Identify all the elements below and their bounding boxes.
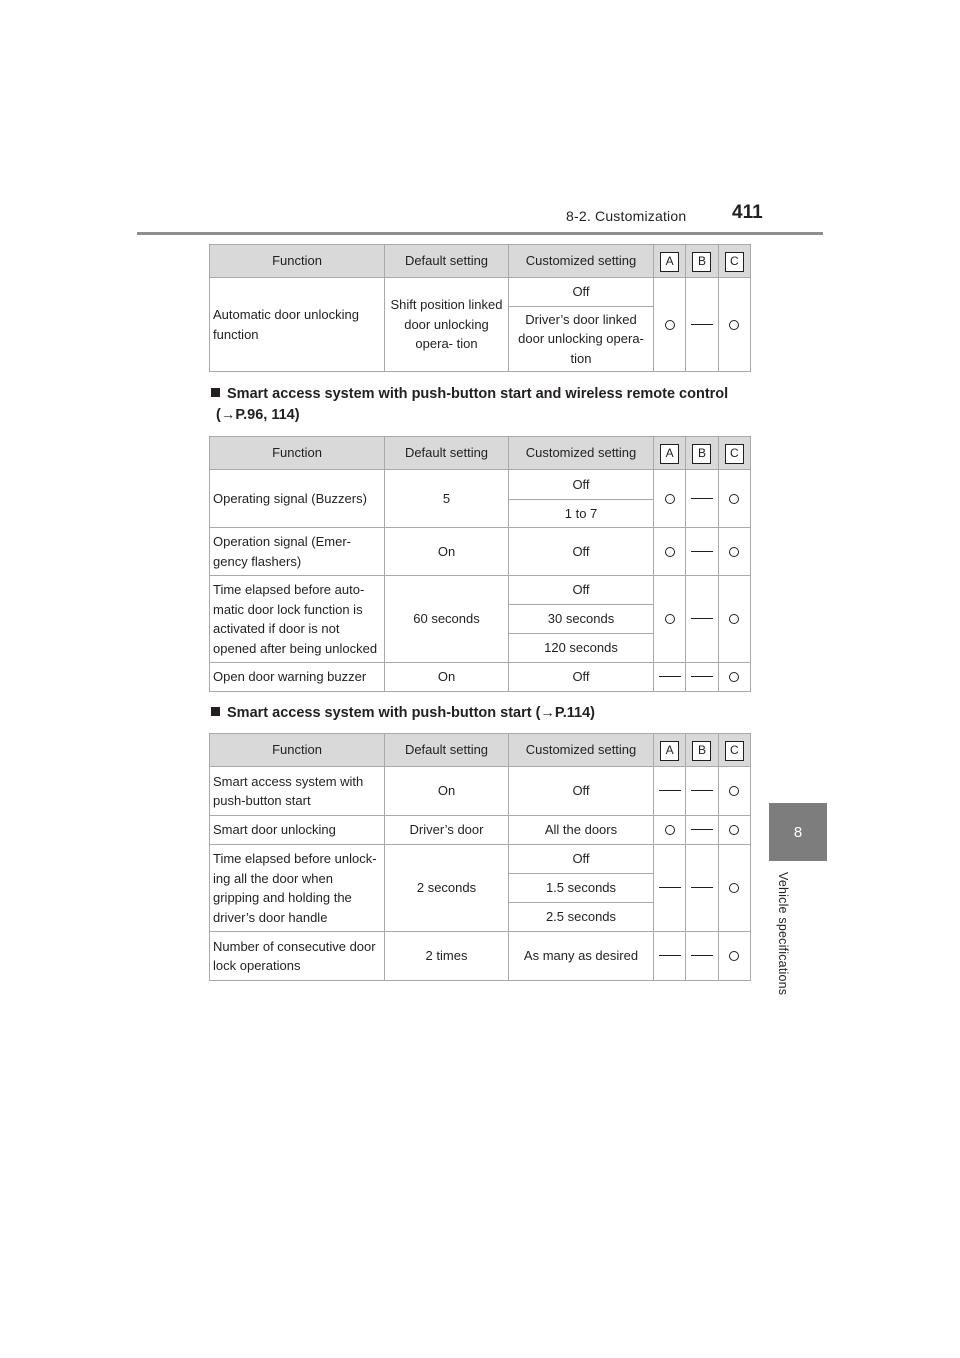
col-customized-setting: Customized setting (509, 437, 654, 470)
header-rule (137, 232, 823, 235)
circle-mark-icon (729, 614, 739, 624)
page-number: 411 (732, 202, 763, 223)
subsection-heading-remote: Smart access system with push-button start and wireless remote control (→P.96, 114) (211, 384, 728, 426)
col-c (718, 734, 750, 767)
circle-mark-icon (729, 320, 739, 330)
circle-mark-icon (665, 614, 675, 624)
table-row (210, 767, 751, 816)
mark-b (686, 816, 718, 845)
col-default-setting: Default setting (385, 245, 509, 278)
col-c (718, 437, 750, 470)
mark-a (654, 932, 686, 981)
dash-mark-icon (691, 551, 713, 552)
mark-b (686, 528, 718, 576)
mark-a (654, 816, 686, 845)
dash-mark-icon (659, 955, 681, 956)
table-row (210, 576, 751, 605)
chapter-tab: 8 (769, 803, 827, 861)
mark-c (718, 816, 750, 845)
letter-a-box: A (660, 444, 679, 464)
dash-mark-icon (659, 676, 681, 677)
col-function: Function (210, 245, 385, 278)
custom-cell: 2.5 seconds (509, 903, 654, 932)
col-c (718, 245, 750, 278)
default-cell: 2 times (385, 932, 509, 981)
subsection-heading-push-button: Smart access system with push-button start (→P.114) (211, 703, 595, 724)
dash-mark-icon (659, 790, 681, 791)
circle-mark-icon (729, 951, 739, 961)
mark-c (718, 528, 750, 576)
mark-c (718, 470, 750, 528)
table-wireless-remote (209, 436, 751, 692)
function-cell: Operating signal (Buzzers) (210, 470, 385, 528)
function-cell: Time elapsed before unlock- ing all the door when gripping and holding the driver’s door handle (210, 845, 385, 932)
letter-b-box: B (692, 444, 711, 464)
default-cell: 60 seconds (385, 576, 509, 663)
dash-mark-icon (691, 790, 713, 791)
square-bullet-icon (211, 707, 220, 716)
col-customized-setting: Customized setting (509, 245, 654, 278)
letter-a-box: A (660, 741, 679, 761)
mark-c (718, 845, 750, 932)
mark-b (686, 576, 718, 663)
col-a (654, 734, 686, 767)
circle-mark-icon (729, 825, 739, 835)
table-push-button-start (209, 733, 751, 981)
table-header-row (210, 245, 751, 278)
page-header (0, 0, 960, 240)
chapter-label: Vehicle specifications (776, 872, 790, 996)
dash-mark-icon (691, 955, 713, 956)
dash-mark-icon (659, 887, 681, 888)
col-a (654, 245, 686, 278)
custom-cell: 120 seconds (509, 634, 654, 663)
custom-cell: Off (509, 528, 654, 576)
circle-mark-icon (665, 825, 675, 835)
table-door-unlocking (209, 244, 751, 372)
col-function: Function (210, 734, 385, 767)
table-row (210, 845, 751, 874)
mark-a (654, 576, 686, 663)
mark-a (654, 470, 686, 528)
default-cell: On (385, 663, 509, 692)
function-cell: Open door warning buzzer (210, 663, 385, 692)
dash-mark-icon (691, 324, 713, 325)
mark-c (718, 576, 750, 663)
circle-mark-icon (665, 494, 675, 504)
circle-mark-icon (665, 547, 675, 557)
custom-cell: 30 seconds (509, 605, 654, 634)
letter-b-box: B (692, 741, 711, 761)
table-header-row (210, 734, 751, 767)
mark-b (686, 663, 718, 692)
custom-cell: 1 to 7 (509, 500, 654, 528)
letter-c-box: C (725, 252, 744, 272)
table-row (210, 932, 751, 981)
col-default-setting: Default setting (385, 734, 509, 767)
table-row (210, 816, 751, 845)
mark-c (718, 932, 750, 981)
mark-c (718, 278, 750, 372)
default-cell: On (385, 767, 509, 816)
square-bullet-icon (211, 388, 220, 397)
custom-cell: 1.5 seconds (509, 874, 654, 903)
col-b (686, 437, 718, 470)
circle-mark-icon (729, 786, 739, 796)
letter-b-box: B (692, 252, 711, 272)
function-cell: Number of consecutive door lock operations (210, 932, 385, 981)
circle-mark-icon (729, 494, 739, 504)
custom-cell: Off (509, 278, 654, 307)
circle-mark-icon (729, 547, 739, 557)
letter-c-box: C (725, 741, 744, 761)
mark-b (686, 932, 718, 981)
mark-a (654, 528, 686, 576)
dash-mark-icon (691, 676, 713, 677)
default-cell: 5 (385, 470, 509, 528)
custom-cell: Driver’s door linked door unlocking opera- tion (509, 307, 654, 372)
mark-a (654, 845, 686, 932)
table-row (210, 278, 751, 307)
col-function: Function (210, 437, 385, 470)
function-cell: Smart door unlocking (210, 816, 385, 845)
mark-a (654, 663, 686, 692)
custom-cell: As many as desired (509, 932, 654, 981)
dash-mark-icon (691, 618, 713, 619)
custom-cell: Off (509, 663, 654, 692)
section-title: 8-2. Customization (566, 208, 687, 224)
col-customized-setting: Customized setting (509, 734, 654, 767)
custom-cell: Off (509, 767, 654, 816)
col-b (686, 245, 718, 278)
custom-cell: Off (509, 576, 654, 605)
mark-b (686, 278, 718, 372)
dash-mark-icon (691, 829, 713, 830)
circle-mark-icon (665, 320, 675, 330)
table-row (210, 663, 751, 692)
mark-a (654, 767, 686, 816)
mark-b (686, 767, 718, 816)
function-cell: Operation signal (Emer- gency flashers) (210, 528, 385, 576)
col-a (654, 437, 686, 470)
col-default-setting: Default setting (385, 437, 509, 470)
function-cell: Smart access system with push-button start (210, 767, 385, 816)
letter-c-box: C (725, 444, 744, 464)
table-row (210, 470, 751, 500)
dash-mark-icon (691, 498, 713, 499)
table-row (210, 528, 751, 576)
custom-cell: Off (509, 470, 654, 500)
mark-c (718, 663, 750, 692)
function-cell: Time elapsed before auto- matic door lock function is activated if door is not opened after being unlocked (210, 576, 385, 663)
letter-a-box: A (660, 252, 679, 272)
custom-cell: Off (509, 845, 654, 874)
circle-mark-icon (729, 672, 739, 682)
default-cell: On (385, 528, 509, 576)
col-b (686, 734, 718, 767)
custom-cell: All the doors (509, 816, 654, 845)
circle-mark-icon (729, 883, 739, 893)
table-header-row (210, 437, 751, 470)
mark-b (686, 470, 718, 528)
default-cell: Shift position linked door unlocking opera- tion (385, 278, 509, 372)
default-cell: Driver’s door (385, 816, 509, 845)
function-cell: Automatic door unlocking function (210, 278, 385, 372)
default-cell: 2 seconds (385, 845, 509, 932)
dash-mark-icon (691, 887, 713, 888)
mark-a (654, 278, 686, 372)
mark-b (686, 845, 718, 932)
mark-c (718, 767, 750, 816)
